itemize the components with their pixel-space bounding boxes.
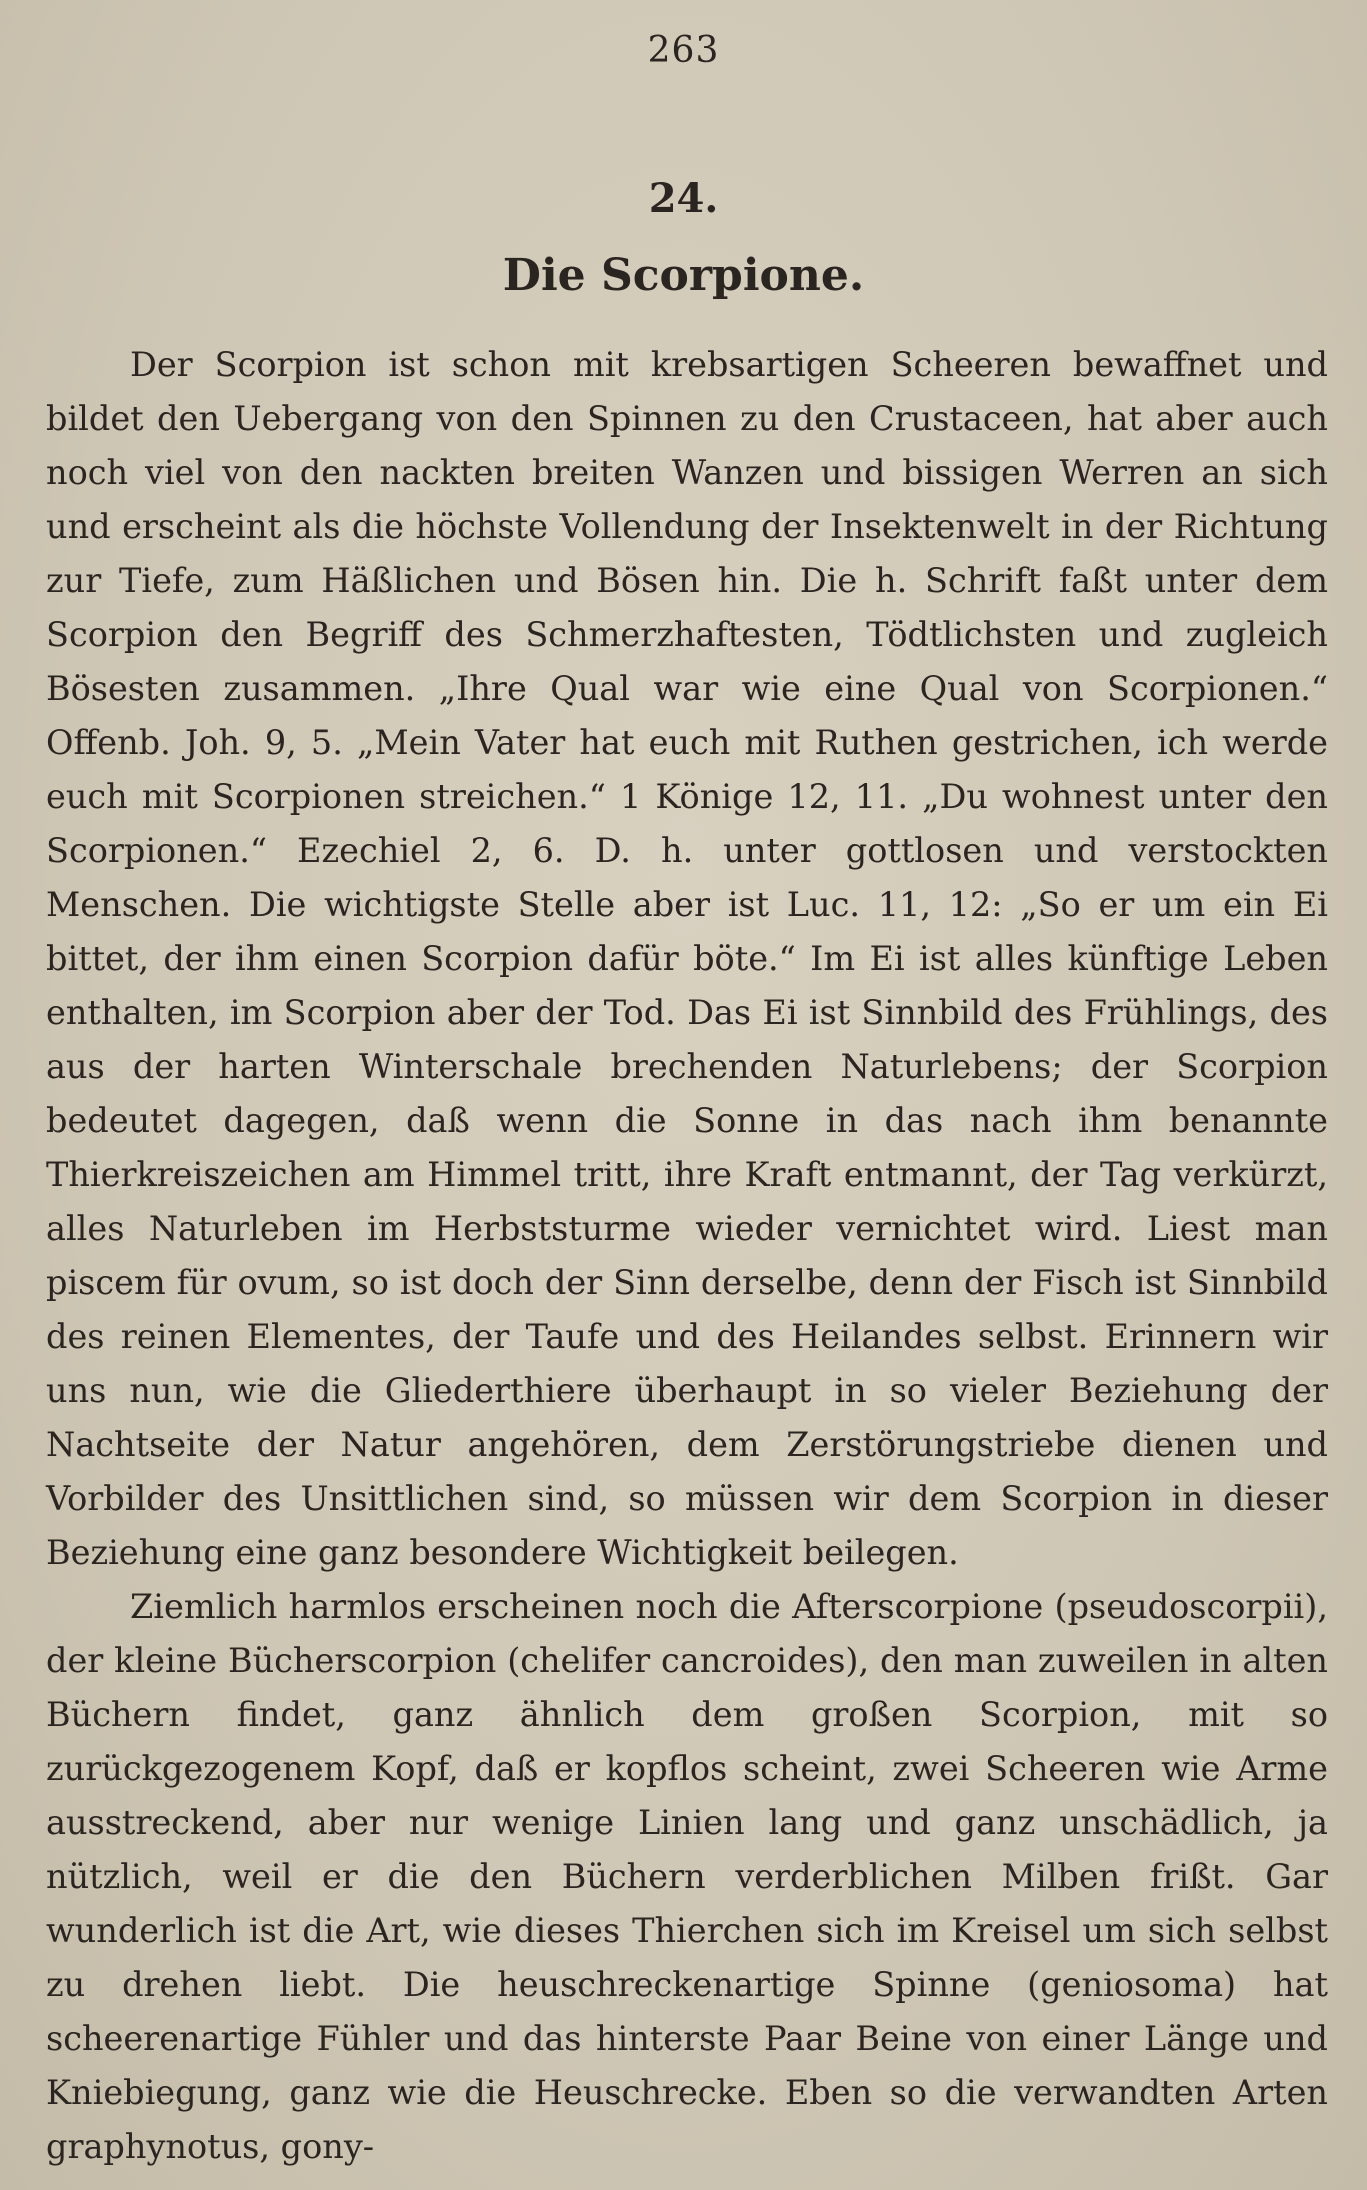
chapter-title: Die Scorpione. — [502, 250, 865, 301]
paragraph: Ziemlich harmlos erscheinen noch die Afterscorpione (pseudoscorpii), der kleine Bücherscorpion (chelifer cancroides), den man zuweilen in alten Büchern findet, ganz ähnlich dem großen Scorpion, mit so zurückgezogenem Kopf, daß er kopflos scheint, zwei Scheeren wie Arme ausstreckend, aber nur wenige Linien lang und ganz unschädlich, ja nützlich, weil er die den Büchern verderblichen Milben frißt. Gar wunderlich ist die Art, wie dieses Thierchen sich im Kreisel um sich selbst zu drehen liebt. Die heuschreckenartige Spinne (geniosoma) hat scheerenartige Fühler und das hinterste Paar Beine von einer Länge und Kniebiegung, ganz wie die Heuschrecke. Eben so die verwandten Arten graphynotus, gony- — [46, 1587, 1328, 2166]
paragraph: Der Scorpion ist schon mit krebsartigen Scheeren bewaffnet und bildet den Uebergang von den Spinnen zu den Crustaceen, hat aber auch noch viel von den nackten breiten Wanzen und bissigen Werren an sich und erscheint als die höchste Vollendung der Insektenwelt in der Richtung zur Tiefe, zum Häßlichen und Bösen hin. Die h. Schrift faßt unter dem Scorpion den Begriff des Schmerzhaftesten, Tödtlichsten und zugleich Bösesten zusammen. „Ihre Qual war wie eine Qual von Scorpionen.“ Offenb. Joh. 9, 5. „Mein Vater hat euch mit Ruthen gestrichen, ich werde euch mit Scorpionen streichen.“ 1 Könige 12, 11. „Du wohnest unter den Scorpionen.“ Ezechiel 2, 6. D. h. unter gottlosen und verstockten Menschen. Die wichtigste Stelle aber ist Luc. 11, 12: „So er um ein Ei bittet, der ihm einen Scorpion dafür böte.“ Im Ei ist alles künftige Leben enthalten, im Scorpion aber der Tod. Das Ei ist Sinnbild des Frühlings, des aus der harten Winterschale brechenden Naturlebens; der Scorpion bedeutet dagegen, daß wenn die Sonne in das nach ihm benannte Thierkreiszeichen am Himmel tritt, ihre Kraft entmannt, der Tag verkürzt, alles Naturleben im Herbststurme wieder vernichtet wird. Liest man piscem für ovum, so ist doch der Sinn derselbe, denn der Fisch ist Sinnbild des reinen Elementes, der Taufe und des Heilandes selbst. Erinnern wir uns nun, wie die Gliederthiere überhaupt in so vieler Beziehung der Nachtseite der Natur angehören, dem Zerstörungstriebe dienen und Vorbilder des Unsittlichen sind, so müssen wir dem Scorpion in dieser Beziehung eine ganz besondere Wichtigkeit beilegen. — [46, 345, 1328, 1572]
page-number: 263 — [647, 30, 720, 71]
body-text — [46, 338, 1328, 2174]
chapter-number: 24. — [648, 175, 719, 222]
